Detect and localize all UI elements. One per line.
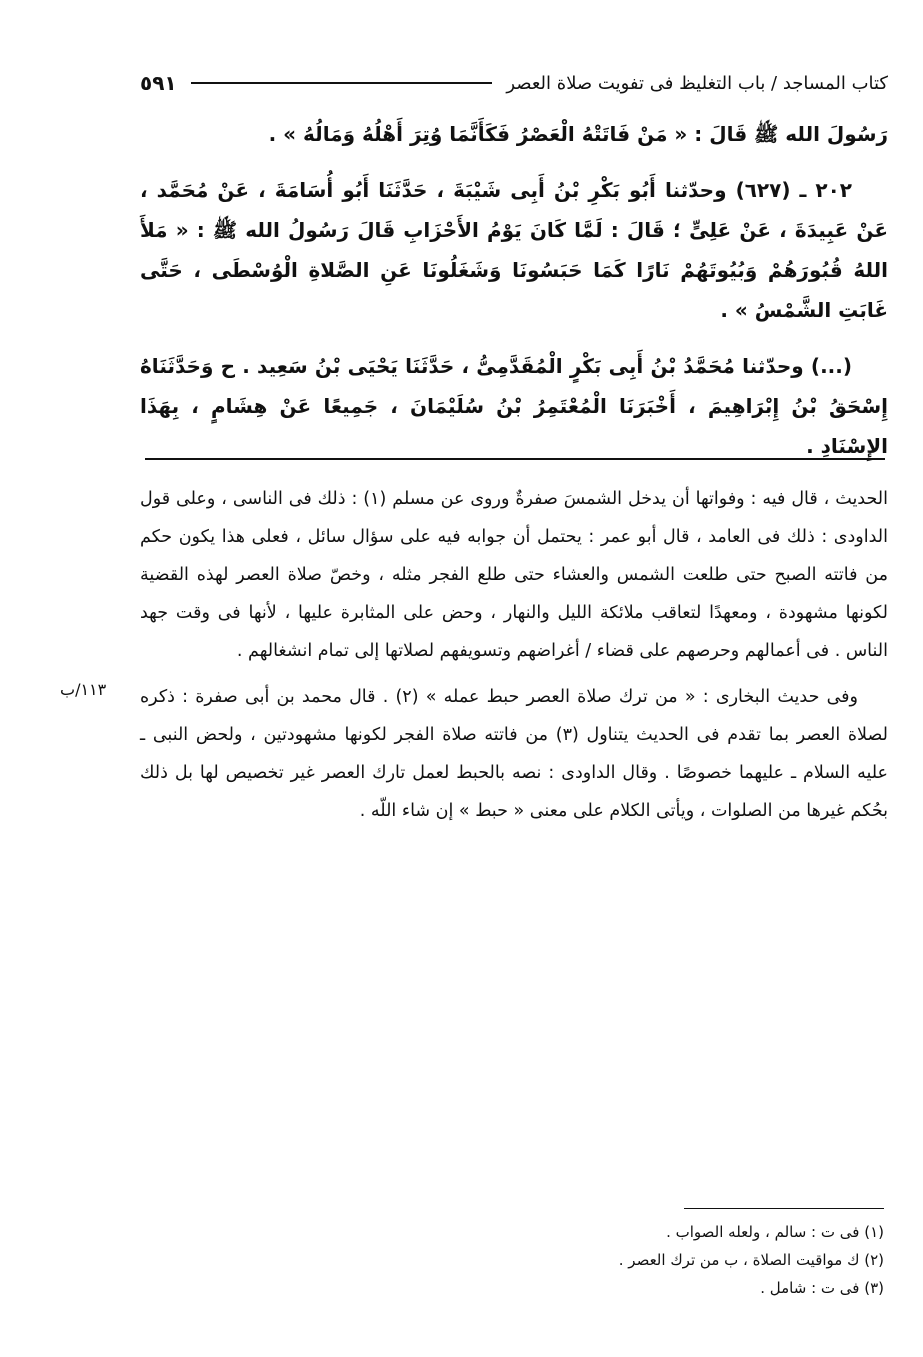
footnote: (٣) فى ت : شامل . bbox=[760, 1279, 884, 1297]
hadith-paragraph: رَسُولَ الله ﷺ قَالَ : « مَنْ فَاتَتْهُ الْعَصْرُ فَكَأَنَّمَا وُتِرَ أَهْلُهُ وَمَالُهُ » . bbox=[268, 122, 888, 146]
footnote: (١) فى ت : سالم ، ولعله الصواب . bbox=[666, 1223, 884, 1241]
manuscript-folio-note: ١١٣/ب bbox=[60, 680, 107, 699]
commentary-paragraph: الحديث ، قال فيه : وفواتها أن يدخل الشمسَ صفرةٌ وروى عن مسلم (١) : ذلك فى الناسى ، وعلى قول الداودى : ذلك فى العامد ، قال أبو عمر : يحتمل أن جوابه فيه على سؤال سائل ، فعلى هذا يكون حكم من فاتته الصبح حتى طلعت الشمس والعشاء حتى طلع الفجر مثله ، وخصّ صلاة العصر لهذه القضية لكونها مشهودة ، ومعهدًا لتعاقب ملائكة الليل والنهار ، وحض على المثابرة عليها ، لأنها فى وقت جهد الناس . فى أعمالهم وحرصهم على قضاء / أغراضهم وتسويفهم لصلاتها إلى تمام انشغالهم . bbox=[140, 489, 888, 661]
header-rule bbox=[191, 82, 493, 84]
footnote: (٢) ك مواقيت الصلاة ، ب من ترك العصر . bbox=[618, 1251, 884, 1269]
hadith-paragraph: ٢٠٢ ـ (٦٢٧) وحدّثنا أَبُو بَكْرِ بْنُ أَبِى شَيْبَةَ ، حَدَّثَنَا أَبُو أُسَامَةَ ، عَنْ مُحَمَّد ، عَنْ عَبِيدَةَ ، عَنْ عَلِىٍّ ؛ قَالَ : لَمَّا كَانَ يَوْمُ الأَحْزَابِ قَالَ رَسُولُ الله ﷺ : « مَلأَ اللهُ قُبُورَهُمْ وَبُيُوتَهُمْ نَارًا كَمَا حَبَسُونَا وَشَغَلُونَا عَنِ الصَّلاةِ الْوُسْطَى ، حَتَّى غَابَتِ الشَّمْسُ » . bbox=[140, 178, 888, 322]
section-divider bbox=[145, 458, 885, 460]
footnote-divider bbox=[684, 1208, 884, 1209]
commentary-text bbox=[140, 480, 888, 838]
footnotes bbox=[400, 1218, 884, 1302]
commentary-paragraph: وفى حديث البخارى : « من ترك صلاة العصر حبط عمله » (٢) . قال محمد بن أبى صفرة : ذكره لصلاة العصر بما تقدم فى الحديث يتناول (٣) من فاتته صلاة الفجر لكونها مشهودتين ، ولحض النبى ـ عليه السلام ـ عليهما خصوصًا . وقال الداودى : نصه بالحبط لعمل تارك العصر غير تخصيص لها بل ذلك بحُكم غيرها من الصلوات ، ويأتى الكلام على معنى « حبط » إن شاء اللّه . bbox=[140, 687, 889, 821]
page-number: ٥٩١ bbox=[140, 71, 177, 95]
hadith-paragraph: (...) وحدّثنا مُحَمَّدُ بْنُ أَبِى بَكْرٍ الْمُقَدَّمِىُّ ، حَدَّثَنَا يَحْيَى بْنُ سَعِيد . ح وَحَدَّثَنَاهُ إِسْحَقُ بْنُ إِبْرَاهِيمَ ، أَخْبَرَنَا الْمُعْتَمِرُ بْنُ سُلَيْمَانَ ، جَمِيعًا عَنْ هِشَامٍ ، بِهَذَا الإِسْنَادِ . bbox=[140, 354, 888, 458]
hadith-text bbox=[140, 114, 888, 482]
running-title: كتاب المساجد / باب التغليظ فى تفويت صلاة العصر bbox=[506, 72, 888, 94]
running-header bbox=[140, 66, 888, 100]
